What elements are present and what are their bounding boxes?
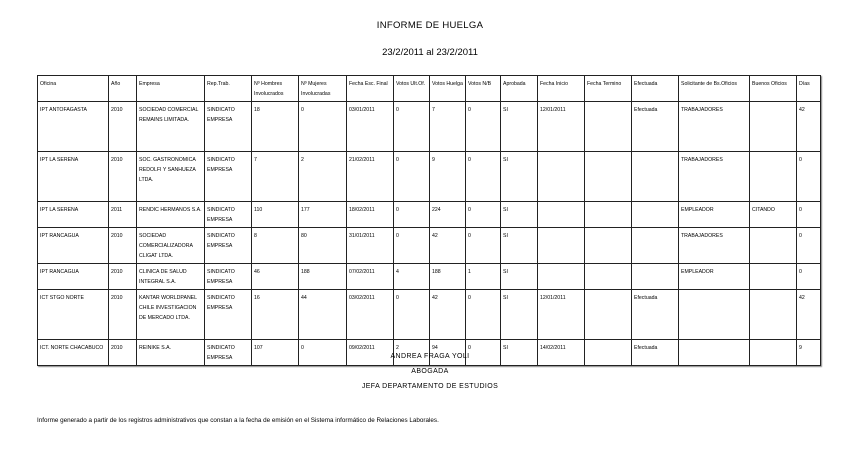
table-header-row — [38, 76, 821, 102]
table-cell: 44 — [299, 290, 347, 340]
table-cell: 2010 — [109, 152, 137, 202]
table-cell: 42 — [430, 228, 466, 264]
table-cell — [538, 228, 585, 264]
table-cell: 0 — [797, 228, 821, 264]
table-cell: 177 — [299, 202, 347, 228]
table-cell: KANTAR WORLDPANEL CHILE INVESTIGACION DE MERCADO LTDA. — [137, 290, 205, 340]
report-date-range: 23/2/2011 al 23/2/2011 — [382, 47, 478, 58]
table-cell: IPT RANCAGUA — [38, 264, 109, 290]
table-cell — [538, 152, 585, 202]
table-cell: 03/02/2011 — [347, 290, 394, 340]
table-cell: 0 — [394, 152, 430, 202]
table-cell — [750, 290, 797, 340]
table-cell: IPT LA SERENA — [38, 152, 109, 202]
table-cell: 0 — [797, 264, 821, 290]
table-cell: 188 — [430, 264, 466, 290]
table-row — [38, 202, 821, 228]
table-cell — [679, 290, 750, 340]
table-cell: 0 — [466, 290, 501, 340]
column-header: Nº Mujeres Involucradas — [299, 76, 347, 102]
table-cell: 0 — [466, 340, 501, 366]
table-cell: 18 — [252, 102, 299, 152]
table-cell: CITANDO — [750, 202, 797, 228]
table-cell: 16 — [252, 290, 299, 340]
table-cell: 0 — [299, 340, 347, 366]
column-header: Fecha Inicio — [538, 76, 585, 102]
table-cell: ICT. NORTE CHACABUCO — [38, 340, 109, 366]
table-cell: 9 — [430, 152, 466, 202]
table-cell: 0 — [299, 102, 347, 152]
table-cell: EMPLEADOR — [679, 264, 750, 290]
table-cell: 31/01/2011 — [347, 228, 394, 264]
table-row — [38, 264, 821, 290]
column-header: Nº Hombres Involucrados — [252, 76, 299, 102]
table-cell: 0 — [797, 152, 821, 202]
table-cell: SI — [501, 152, 538, 202]
table-row — [38, 228, 821, 264]
footnote: Informe generado a partir de los registros administrativos que constan a la fecha de emisión en el Sistema informático de Relaciones Laborales. — [37, 417, 439, 424]
table-cell — [585, 152, 632, 202]
table-cell: SINDICATO EMPRESA — [205, 202, 252, 228]
table-row — [38, 290, 821, 340]
table-cell — [538, 202, 585, 228]
table-cell: TRABAJADORES — [679, 228, 750, 264]
table-cell: Efectuada — [632, 290, 679, 340]
table-cell: SI — [501, 202, 538, 228]
table-cell: 42 — [430, 290, 466, 340]
table-cell: 0 — [394, 290, 430, 340]
column-header: Año — [109, 76, 137, 102]
column-header: Aprobada — [501, 76, 538, 102]
table-cell: Efectuada — [632, 340, 679, 366]
signature-role: ABOGADA — [411, 368, 449, 375]
table-cell: 0 — [466, 152, 501, 202]
table-cell — [585, 228, 632, 264]
column-header: Días — [797, 76, 821, 102]
table-cell — [585, 264, 632, 290]
table-cell: IPT LA SERENA — [38, 202, 109, 228]
table-cell: 0 — [394, 202, 430, 228]
table-cell: 107 — [252, 340, 299, 366]
signature-name: ANDREA FRAGA YOLI — [390, 353, 470, 360]
table-cell: SOC. GASTRONOMICA REDOLFI Y SANHUEZA LTDA. — [137, 152, 205, 202]
table-cell: SINDICATO EMPRESA — [205, 340, 252, 366]
table-cell: 7 — [252, 152, 299, 202]
table-cell: 0 — [466, 202, 501, 228]
table-cell: Efectuada — [632, 102, 679, 152]
table-cell: SINDICATO EMPRESA — [205, 152, 252, 202]
table-cell — [632, 264, 679, 290]
table-cell: REINIKE S.A. — [137, 340, 205, 366]
column-header: Fecha Termino — [585, 76, 632, 102]
table-cell: SINDICATO EMPRESA — [205, 290, 252, 340]
table-cell: SOCIEDAD COMERCIAL REMAINS LIMITADA. — [137, 102, 205, 152]
table-cell: 1 — [466, 264, 501, 290]
table-cell: 94 — [430, 340, 466, 366]
table-cell: 03/01/2011 — [347, 102, 394, 152]
table-cell: SI — [501, 102, 538, 152]
table-cell: 9 — [797, 340, 821, 366]
table-cell — [750, 152, 797, 202]
table-cell: 14/02/2011 — [538, 340, 585, 366]
strike-report-table — [37, 75, 821, 366]
table-cell: SINDICATO EMPRESA — [205, 228, 252, 264]
table-cell: 188 — [299, 264, 347, 290]
column-header: Votos N/B — [466, 76, 501, 102]
table-cell: 09/02/2011 — [347, 340, 394, 366]
table-row — [38, 102, 821, 152]
table-cell: 42 — [797, 102, 821, 152]
table-cell: 4 — [394, 264, 430, 290]
table-cell: 18/02/2011 — [347, 202, 394, 228]
table-cell: CLINICA DE SALUD INTEGRAL S.A. — [137, 264, 205, 290]
table-cell: ICT STGO NORTE — [38, 290, 109, 340]
table-cell: 07/02/2011 — [347, 264, 394, 290]
table-cell: SI — [501, 340, 538, 366]
table-cell — [750, 264, 797, 290]
table-cell: 0 — [797, 202, 821, 228]
table-cell — [632, 228, 679, 264]
table-cell: 12/01/2011 — [538, 102, 585, 152]
table-cell: 2 — [299, 152, 347, 202]
table-cell: 110 — [252, 202, 299, 228]
table-cell: 2010 — [109, 340, 137, 366]
column-header: Buenos Oficios — [750, 76, 797, 102]
table-cell: 0 — [394, 102, 430, 152]
table-cell: TRABAJADORES — [679, 152, 750, 202]
column-header: Solicitante de Bs.Oficios — [679, 76, 750, 102]
table-cell: 42 — [797, 290, 821, 340]
table-cell: 7 — [430, 102, 466, 152]
table-cell: 12/01/2011 — [538, 290, 585, 340]
table-cell: 2 — [394, 340, 430, 366]
table-cell — [585, 290, 632, 340]
table-cell: 46 — [252, 264, 299, 290]
table-body — [38, 102, 821, 366]
table-cell: 2010 — [109, 264, 137, 290]
table-cell: 2010 — [109, 228, 137, 264]
signature-department: JEFA DEPARTAMENTO DE ESTUDIOS — [361, 383, 499, 390]
column-header: Fecha Esc. Final — [347, 76, 394, 102]
table-cell — [632, 202, 679, 228]
report-title: INFORME DE HUELGA — [376, 20, 484, 31]
table-row — [38, 152, 821, 202]
table-cell: SI — [501, 290, 538, 340]
table-cell: 2010 — [109, 290, 137, 340]
column-header: Oficina — [38, 76, 109, 102]
table-cell: IPT ANTOFAGASTA — [38, 102, 109, 152]
table-cell — [585, 202, 632, 228]
table-cell: SINDICATO EMPRESA — [205, 102, 252, 152]
table-cell: 0 — [466, 228, 501, 264]
table-cell — [632, 152, 679, 202]
table-cell: 224 — [430, 202, 466, 228]
table-cell: SI — [501, 228, 538, 264]
table-cell: 8 — [252, 228, 299, 264]
column-header: Votos Ult.Of. — [394, 76, 430, 102]
table-cell: IPT RANCAGUA — [38, 228, 109, 264]
column-header: Votos Huelga — [430, 76, 466, 102]
column-header: Efectuada — [632, 76, 679, 102]
table-cell: 80 — [299, 228, 347, 264]
table-cell — [750, 228, 797, 264]
table-cell: EMPLEADOR — [679, 202, 750, 228]
table-cell — [750, 102, 797, 152]
column-header: Empresa — [137, 76, 205, 102]
table-cell — [538, 264, 585, 290]
table-cell: 21/02/2011 — [347, 152, 394, 202]
table-cell: 0 — [394, 228, 430, 264]
table-cell: 2010 — [109, 102, 137, 152]
column-header: Rep.Trab. — [205, 76, 252, 102]
table-cell: TRABAJADORES — [679, 102, 750, 152]
table-cell: 2011 — [109, 202, 137, 228]
table-cell: SI — [501, 264, 538, 290]
table-cell: SINDICATO EMPRESA — [205, 264, 252, 290]
table-cell — [585, 102, 632, 152]
table-cell: SOCIEDAD COMERCIALIZADORA CLIGAT LTDA. — [137, 228, 205, 264]
table-cell: RENDIC HERMANOS S.A. — [137, 202, 205, 228]
table-cell: 0 — [466, 102, 501, 152]
